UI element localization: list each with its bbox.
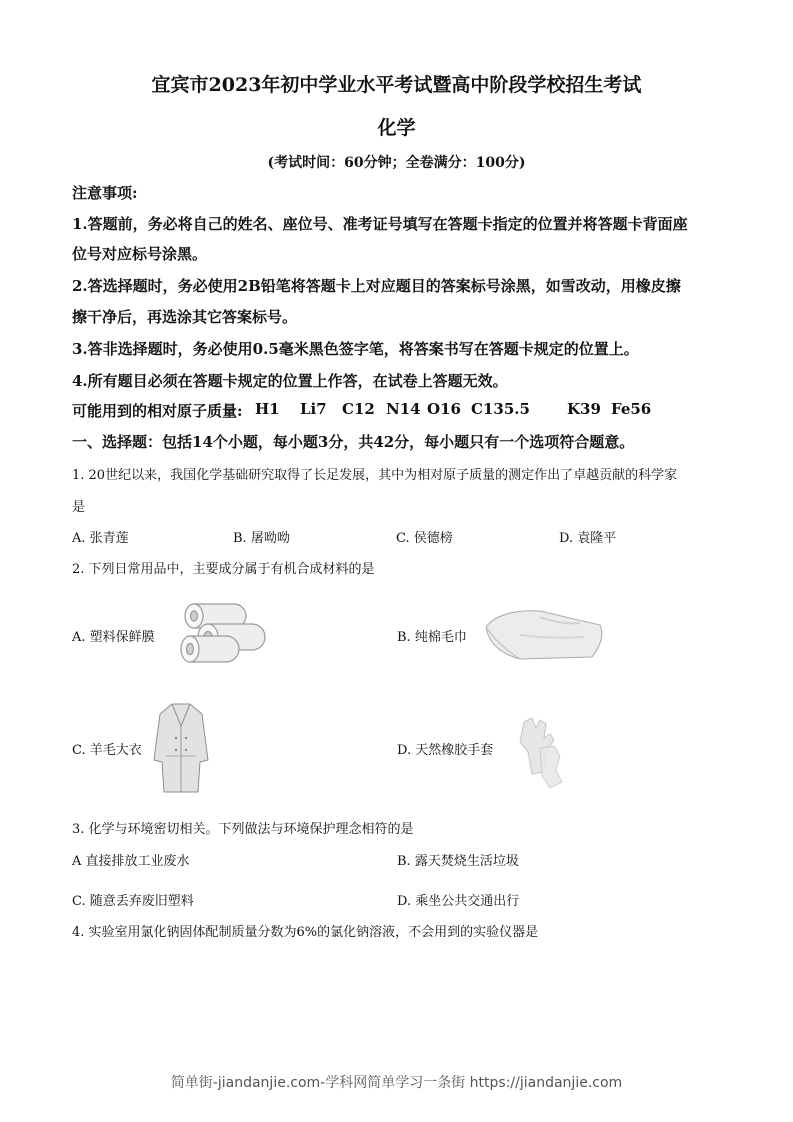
question-3-option-a: A 直接排放工业废水 xyxy=(72,854,190,869)
subject-title: 化学 xyxy=(377,117,416,139)
notes-heading: 注意事项: xyxy=(72,184,138,202)
note-1-line-1: 1.答题前，务必将自己的姓名、座位号、准考证号填写在答题卡指定的位置并将答题卡背面座 xyxy=(72,215,688,233)
note-1-line-2: 位号对应标号涂黑。 xyxy=(72,245,208,263)
cotton-towel-image xyxy=(480,605,610,665)
question-1-stem-line-1: 1. 20世纪以来，我国化学基础研究取得了长足发展，其中为相对原子质量的测定作出了卓越贡献的科学家 xyxy=(72,468,678,483)
wool-coat-image xyxy=(150,700,212,796)
question-3-option-d: D. 乘坐公共交通出行 xyxy=(397,894,520,909)
question-2-option-c: C. 羊毛大衣 xyxy=(72,743,142,758)
atomic-mass-fe: Fe56 xyxy=(611,400,652,418)
atomic-mass-cl: C135.5 xyxy=(471,400,530,418)
question-2-option-a: A. 塑料保鲜膜 xyxy=(72,630,155,645)
plastic-wrap-rolls-image xyxy=(178,594,270,674)
question-1-option-b: B. 屠呦呦 xyxy=(233,531,290,546)
question-4-stem: 4. 实验室用氯化钠固体配制质量分数为6%的氯化钠溶液，不会用到的实验仪器是 xyxy=(72,925,539,940)
section-1-heading: 一、选择题：包括14个小题，每小题3分，共42分，每小题只有一个选项符合题意。 xyxy=(72,433,635,451)
exam-title: 宜宾市2023年初中学业水平考试暨高中阶段学校招生考试 xyxy=(151,74,642,96)
question-2-option-d: D. 天然橡胶手套 xyxy=(397,743,494,758)
note-4: 4.所有题目必须在答题卡规定的位置上作答，在试卷上答题无效。 xyxy=(72,372,508,390)
question-2-stem: 2. 下列日常用品中，主要成分属于有机合成材料的是 xyxy=(72,562,375,577)
question-3-option-b: B. 露天焚烧生活垃圾 xyxy=(397,854,519,869)
question-1-option-a: A. 张青莲 xyxy=(72,531,129,546)
note-2-line-1: 2.答选择题时，务必使用2B铅笔将答题卡上对应题目的答案标号涂黑，如雪改动，用橡皮擦 xyxy=(72,277,681,295)
atomic-mass-n: N14 xyxy=(386,400,421,418)
atomic-mass-k: K39 xyxy=(567,400,601,418)
question-3-option-c: C. 随意丢弃废旧塑料 xyxy=(72,894,194,909)
atomic-mass-li: Li7 xyxy=(300,400,327,418)
note-3: 3.答非选择题时，务必使用0.5毫米黑色签字笔，将答案书写在答题卡规定的位置上。 xyxy=(72,340,639,358)
atomic-masses-label: 可能用到的相对原子质量: xyxy=(72,402,243,420)
question-3-stem: 3. 化学与环境密切相关。下列做法与环境保护理念相符的是 xyxy=(72,822,414,837)
atomic-mass-h: H1 xyxy=(255,400,280,418)
note-2-line-2: 擦干净后，再选涂其它答案标号。 xyxy=(72,308,298,326)
rubber-gloves-image xyxy=(510,712,572,792)
atomic-mass-o: O16 xyxy=(427,400,461,418)
question-2-option-b: B. 纯棉毛巾 xyxy=(397,630,467,645)
question-1-option-c: C. 侯德榜 xyxy=(396,531,453,546)
atomic-mass-c: C12 xyxy=(342,400,375,418)
exam-timing: (考试时间：60分钟；全卷满分：100分) xyxy=(267,155,526,171)
footer-watermark: 简单街-jiandanjie.com-学科网简单学习一条街 https://jiandanjie.com xyxy=(170,1075,623,1091)
question-1-option-d: D. 袁隆平 xyxy=(559,531,617,546)
question-1-stem-line-2: 是 xyxy=(72,500,86,515)
